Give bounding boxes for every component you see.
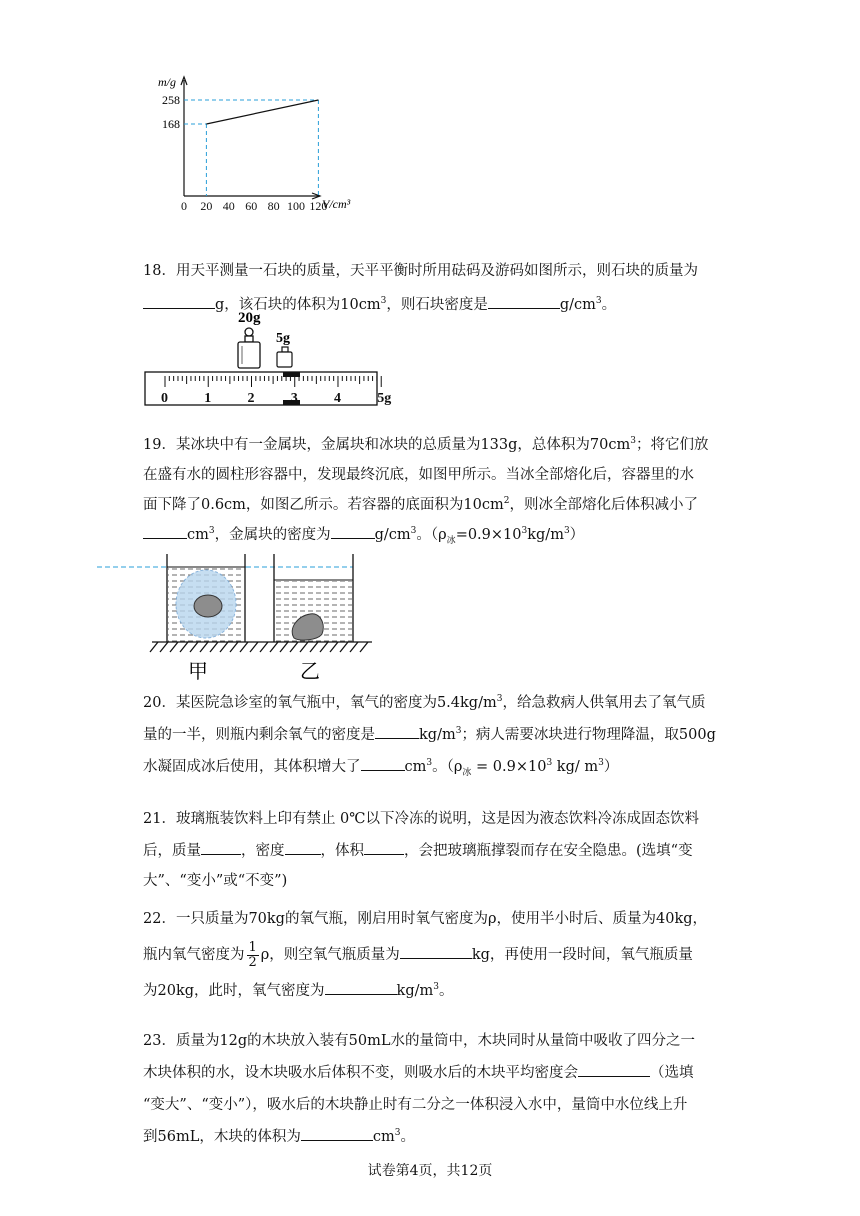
q18-line2: g，该石块的体积为$10cm^3$，则石块密度是 $g/cm^3$。 bbox=[143, 290, 723, 320]
y-tick-168: 168 bbox=[162, 117, 180, 131]
y-tick-258: 258 bbox=[162, 93, 180, 107]
weight-20g-label: 20g bbox=[238, 310, 261, 326]
data-line bbox=[206, 100, 318, 124]
ice-containers-figure bbox=[148, 548, 378, 682]
container-jia bbox=[167, 554, 245, 642]
weight-5g-label: 5g bbox=[276, 331, 290, 346]
q18-blank-density[interactable] bbox=[488, 290, 560, 309]
x-tick-20: 20 bbox=[200, 199, 213, 213]
q21-blank-density[interactable] bbox=[285, 836, 321, 855]
ground-hatching bbox=[150, 642, 372, 652]
question-20: 20．某医院急诊室的氧气瓶中，氧气的密度为$5.4kg/m^3$，给急救病人供氧用去了氧气质 量的一半，则瓶内剩余氧气的密度是 $kg/m^3$；病人需要冰块进行物理降温，取500g 水凝固成冰后使用，其体积增大了 $cm^3$。（$\rho_冰 = 0.9\times 10^3$ kg/ $m^3$） bbox=[143, 694, 716, 778]
metal-block-jia-icon bbox=[194, 595, 222, 617]
x-tick-100: 100 bbox=[287, 199, 305, 213]
question-22: 22．一只质量为70kg的氧气瓶，刚启用时氧气密度为ρ，使用半小时后、质量为40kg， 瓶内氧气密度为 $\frac{1}{2}$ ρ，则空氧气瓶质量为 kg，再使用一段时间，氧气瓶质量 为20kg，此时，氧气密度为 $kg/m^3$。 bbox=[143, 911, 708, 999]
q18-line1: 18．用天平测量一石块的质量，天平平衡时所用砝码及游码如图所示，则石块的质量为 bbox=[143, 263, 698, 279]
scale-label-0: 0 bbox=[161, 391, 168, 406]
scale-label-5: 5g bbox=[377, 391, 392, 406]
question-19: 19．某冰块中有一金属块，金属块和冰块的总质量为133g，总体积为$70cm^3$；将它们放 在盛有水的圆柱形容器中，发现最终沉底，如图甲所示。当冰全部熔化后，容器里的水 面下降了0.6cm，如图乙所示。若容器的底面积为$10cm^2$，则冰全部熔化后体积减小了 $cm^3$，金属块的密度为 $g/cm^3$。$(\rho_冰=0.9\times 10^3kg/m^3)$ bbox=[143, 436, 709, 546]
scale-label-4: 4 bbox=[333, 391, 341, 406]
q19-blank-volume[interactable] bbox=[143, 520, 187, 539]
q20-blank-volume[interactable] bbox=[361, 752, 405, 771]
y-axis-label: m/g bbox=[158, 75, 176, 89]
q19-blank-density[interactable] bbox=[331, 520, 375, 539]
page-footer: 试卷第4页，共12页 bbox=[367, 1163, 493, 1179]
x-tick-labels bbox=[181, 199, 327, 213]
q20-blank-density[interactable] bbox=[375, 720, 419, 739]
q23-blank-density-change[interactable] bbox=[578, 1058, 650, 1077]
balance-weights-figure bbox=[143, 306, 392, 410]
x-tick-80: 80 bbox=[267, 199, 280, 213]
question-23: 23．质量为12g的木块放入装有50mL水的量筒中，木块同时从量筒中吸收了四分之一 木块体积的水，设木块吸水后体积不变，则吸水后的木块平均密度会 （选填 “变大”、“变小”），吸水后的木块静止时有二分之一体积浸入水中，量筒中水位线上升 到56mL，木块的体积为 $cm^3$。 bbox=[143, 1033, 696, 1145]
rider-scale-icon bbox=[145, 372, 391, 406]
question-21: 21．玻璃瓶装饮料上印有禁止 0℃以下冷冻的说明，这是因为液态饮料冷冻成固态饮料 后，质量 ，密度 ，体积 ，会把玻璃瓶撑裂而存在安全隐患。(选填“变 大”、“变小”或“不变”) bbox=[143, 811, 700, 889]
q23-blank-volume[interactable] bbox=[301, 1122, 373, 1141]
x-axis-label: V/cm³ bbox=[322, 197, 351, 211]
fraction-one-half: $\frac{1}{2}$ bbox=[248, 939, 257, 970]
rider-top bbox=[283, 372, 300, 377]
chart-axes bbox=[181, 77, 320, 199]
x-tick-0: 0 bbox=[181, 199, 187, 213]
scale-label-1: 1 bbox=[204, 391, 212, 406]
label-jia: 甲 bbox=[188, 659, 208, 683]
q22-blank-density[interactable] bbox=[325, 976, 397, 995]
weight-20g-icon bbox=[238, 328, 260, 368]
q22-blank-bottle-mass[interactable] bbox=[400, 940, 472, 959]
x-tick-60: 60 bbox=[245, 199, 258, 213]
scale-label-3: 3 bbox=[290, 391, 298, 406]
label-yi: 乙 bbox=[300, 659, 320, 683]
q21-blank-volume[interactable] bbox=[364, 836, 404, 855]
weight-5g-icon bbox=[277, 347, 292, 367]
mass-volume-chart bbox=[150, 68, 350, 218]
scale-label-2: 2 bbox=[247, 391, 255, 406]
x-tick-120: 120 bbox=[309, 199, 328, 213]
x-tick-40: 40 bbox=[222, 199, 235, 213]
q21-blank-mass[interactable] bbox=[201, 836, 241, 855]
